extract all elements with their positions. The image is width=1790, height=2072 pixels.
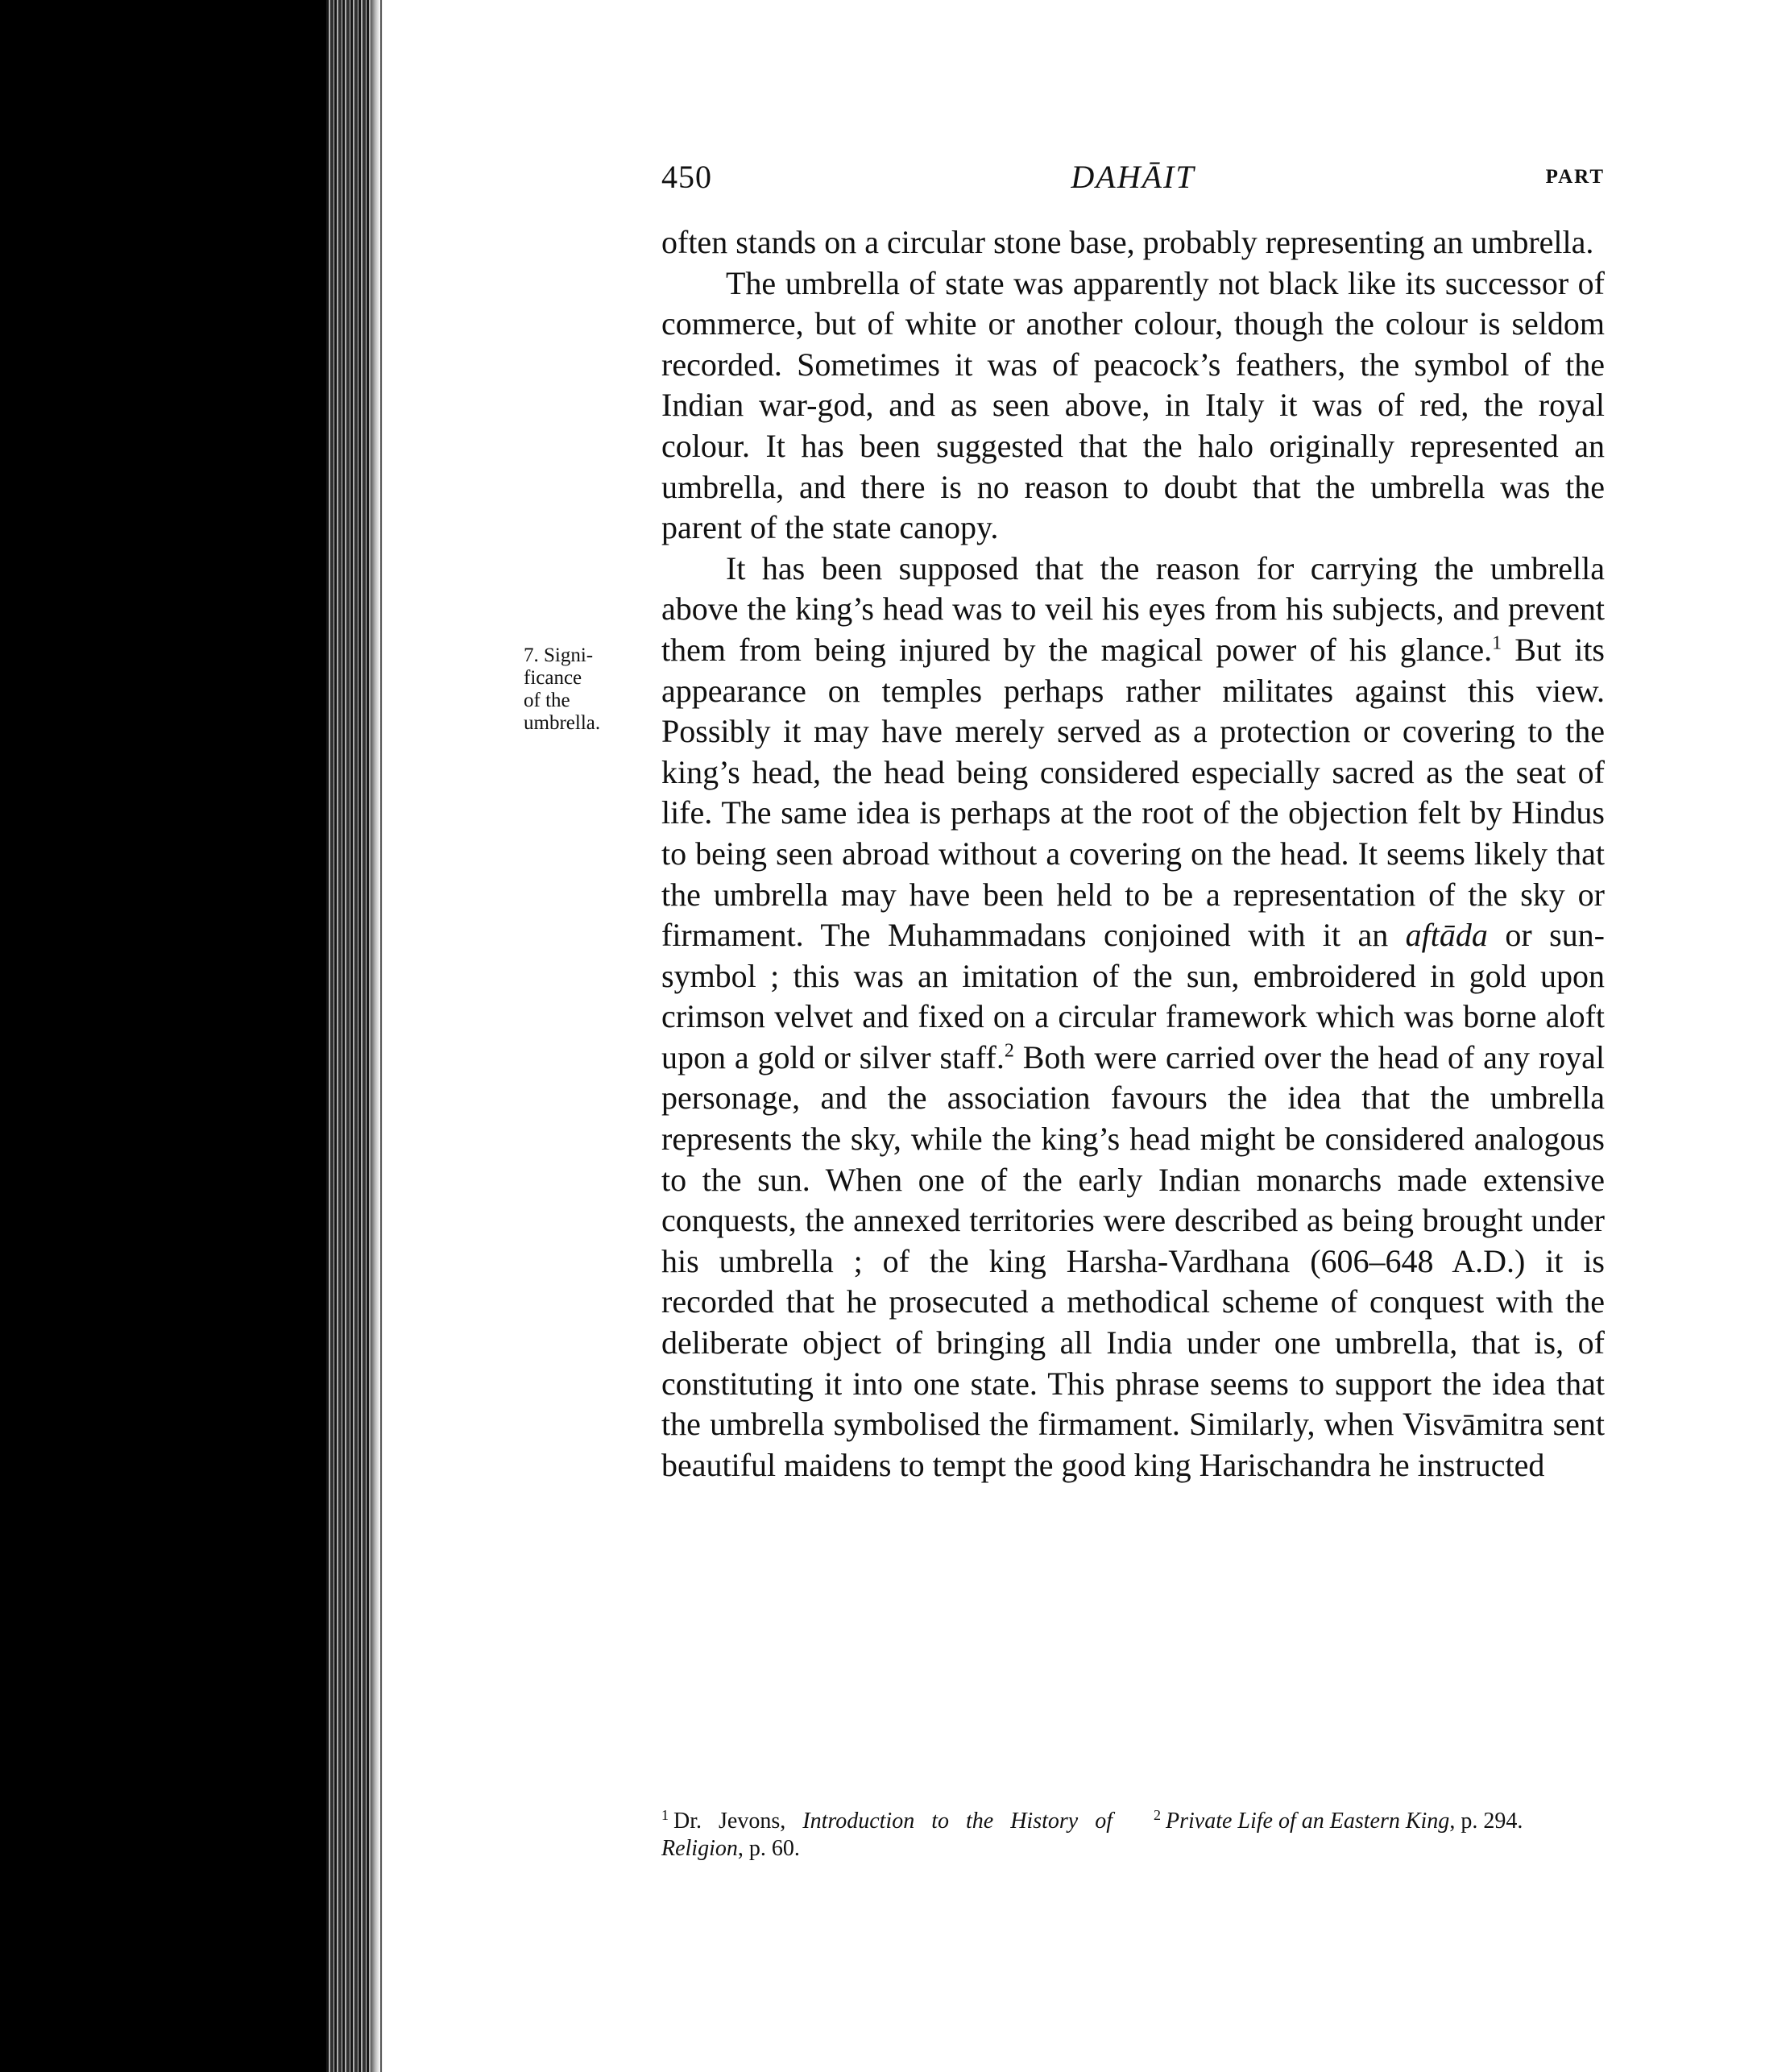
footnote-title: Introduction to the History of Religion (661, 1809, 1113, 1861)
footnote-ref-2[interactable]: 2 (1004, 1040, 1014, 1062)
paragraph-2: The umbrella of state was apparently not black like its successor of commerce, but of white or another colour, though the colour is seldom recorded. Sometimes it was of peacock’s feathers, the symbol of the Indian war-god, and as seen above, in Italy it was of red, the royal colour. It has been suggested that the halo originally represented an umbrella, and there is no reason to doubt that the umbrella was the parent of the state canopy. (661, 264, 1605, 546)
footnote-title: Private Life of an Eastern King (1166, 1809, 1450, 1834)
footnote-marker: 2 (1154, 1806, 1161, 1823)
paragraph-3 (661, 549, 1605, 1486)
footnote-author: Dr. Jevons, (673, 1809, 803, 1834)
paragraph-1: often stands on a circular stone base, probably representing an umbrella. (661, 224, 1594, 260)
footnotes (661, 1808, 1605, 1863)
footnote-1 (661, 1808, 1113, 1863)
page-edge (371, 0, 380, 2072)
paragraph-3-text: But its appearance on temples perhaps rather militates against this view. Possibly it may have merely served as a protection or covering to the king’s head, the head being considered especially sacred as the seat of life. The same idea is perhaps at the root of the objection felt by Hindus to being seen abroad without a covering on the head. It seems likely that the umbrella may have been held to be a representation of the sky or firmament. The Muhammadans conjoined with it an (661, 631, 1605, 954)
paragraph-3-text: It has been supposed that the reason for carrying the umbrella above the king’s head was to veil his eyes from his subjects, and prevent them from being injured by the magical power of his glance. (661, 549, 1605, 668)
running-head: DAHĀIT (1071, 159, 1195, 195)
footnote-ref-1[interactable]: 1 (1492, 632, 1502, 654)
paragraph-3-text: Both were carried over the head of any royal personage, and the association favours the idea that the umbrella represents the sky, while the king’s head might be considered analogous to the sun. When one of the early Indian monarchs made extensive conquests, the annexed territories were described as being brought under his umbrella ; of the king Harsha-Vardhana (606–648 A.D.) it is recorded that he prosecuted a methodical scheme of conquest with the deliberate object of bringing all India under one umbrella, that is, of constituting it into one state. This phrase seems to support the idea that the umbrella symbolised the firmament. Similarly, when Visvāmitra sent beautiful maidens to tempt the good king Harischandra he instructed (661, 1038, 1606, 1483)
page-header (661, 158, 1605, 206)
page-number: 450 (661, 159, 712, 195)
footnote-2 (1154, 1808, 1605, 1863)
footnote-page: , p. 60. (737, 1836, 800, 1861)
sidenote-line: 7. Signi- (524, 644, 594, 666)
part-label: PART (1545, 166, 1605, 188)
margin-sidenote (524, 644, 644, 735)
paragraph-3-text: or sun-symbol ; this was an imitation of the sun, embroidered in gold upon crimson velvet and fixed on a circular framework which was borne aloft upon a gold or silver staff. (661, 917, 1605, 1075)
book-binding-shadow (0, 0, 372, 2072)
footnote-page: , p. 294. (1449, 1809, 1523, 1834)
sidenote-line: ficance (524, 667, 582, 689)
body-text (661, 222, 1605, 1486)
footnote-marker: 1 (661, 1806, 669, 1823)
italic-term: aftāda (1405, 917, 1488, 954)
sidenote-line: umbrella. (524, 712, 601, 734)
sidenote-line: of the (524, 690, 570, 711)
